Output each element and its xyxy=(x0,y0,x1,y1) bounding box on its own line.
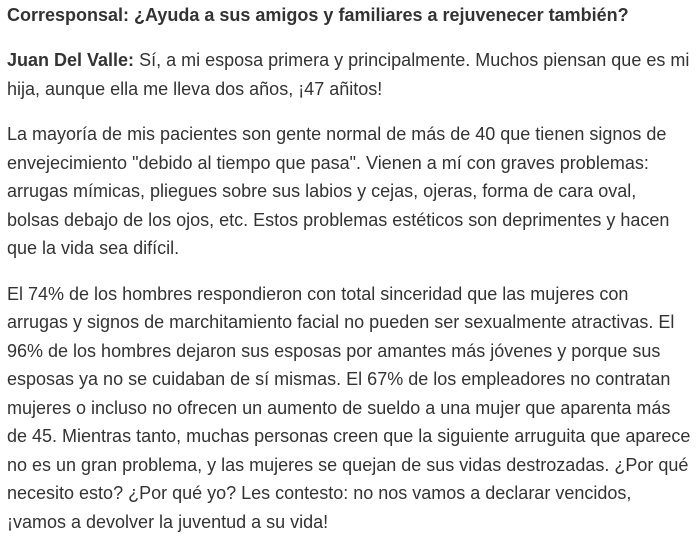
answer-speaker: Juan Del Valle: xyxy=(7,50,135,70)
question-speaker: Corresponsal: xyxy=(7,5,130,25)
interview-answer xyxy=(7,46,693,103)
paragraph-patients: La mayoría de mis pacientes son gente normal de más de 40 que tienen signos de envejecimiento "debido al tiempo que pasa". Vienen a mí con graves problemas: arrugas mímicas, pliegues sobre sus labios y cejas, ojeras, forma de cara oval, bolsas debajo de los ojos, etc. Estos problemas estéticos son deprimentes y hacen que la vida sea difícil. xyxy=(7,124,670,258)
answer-text: Sí, a mi esposa primera y principalmente. Muchos piensan que es mi hija, aunque ella me lleva dos años, ¡47 añitos! xyxy=(7,50,690,99)
question-text: ¿Ayuda a sus amigos y familiares a rejuvenecer también? xyxy=(134,5,629,25)
interview-question xyxy=(7,2,693,28)
paragraph-statistics: El 74% de los hombres respondieron con total sinceridad que las mujeres con arrugas y signos de marchitamiento facial no pueden ser sexualmente atractivas. El 96% de los hombres dejaron sus esposas por amantes más jóvenes y porque sus esposas ya no se cuidaban de sí mismas. El 67% de los empleadores no contratan mujeres o incluso no ofrecen un aumento de sueldo a una mujer que aparenta más de 45. Mientras tanto, muchas personas creen que la siguiente arruguita que aparece no es un gran problema, y las mujeres se quejan de sus vidas destrozadas. ¿Por qué necesito esto? ¿Por qué yo? Les contesto: no nos vamos a declarar vencidos, ¡vamos a devolver la juventud a su vida! xyxy=(7,283,691,532)
